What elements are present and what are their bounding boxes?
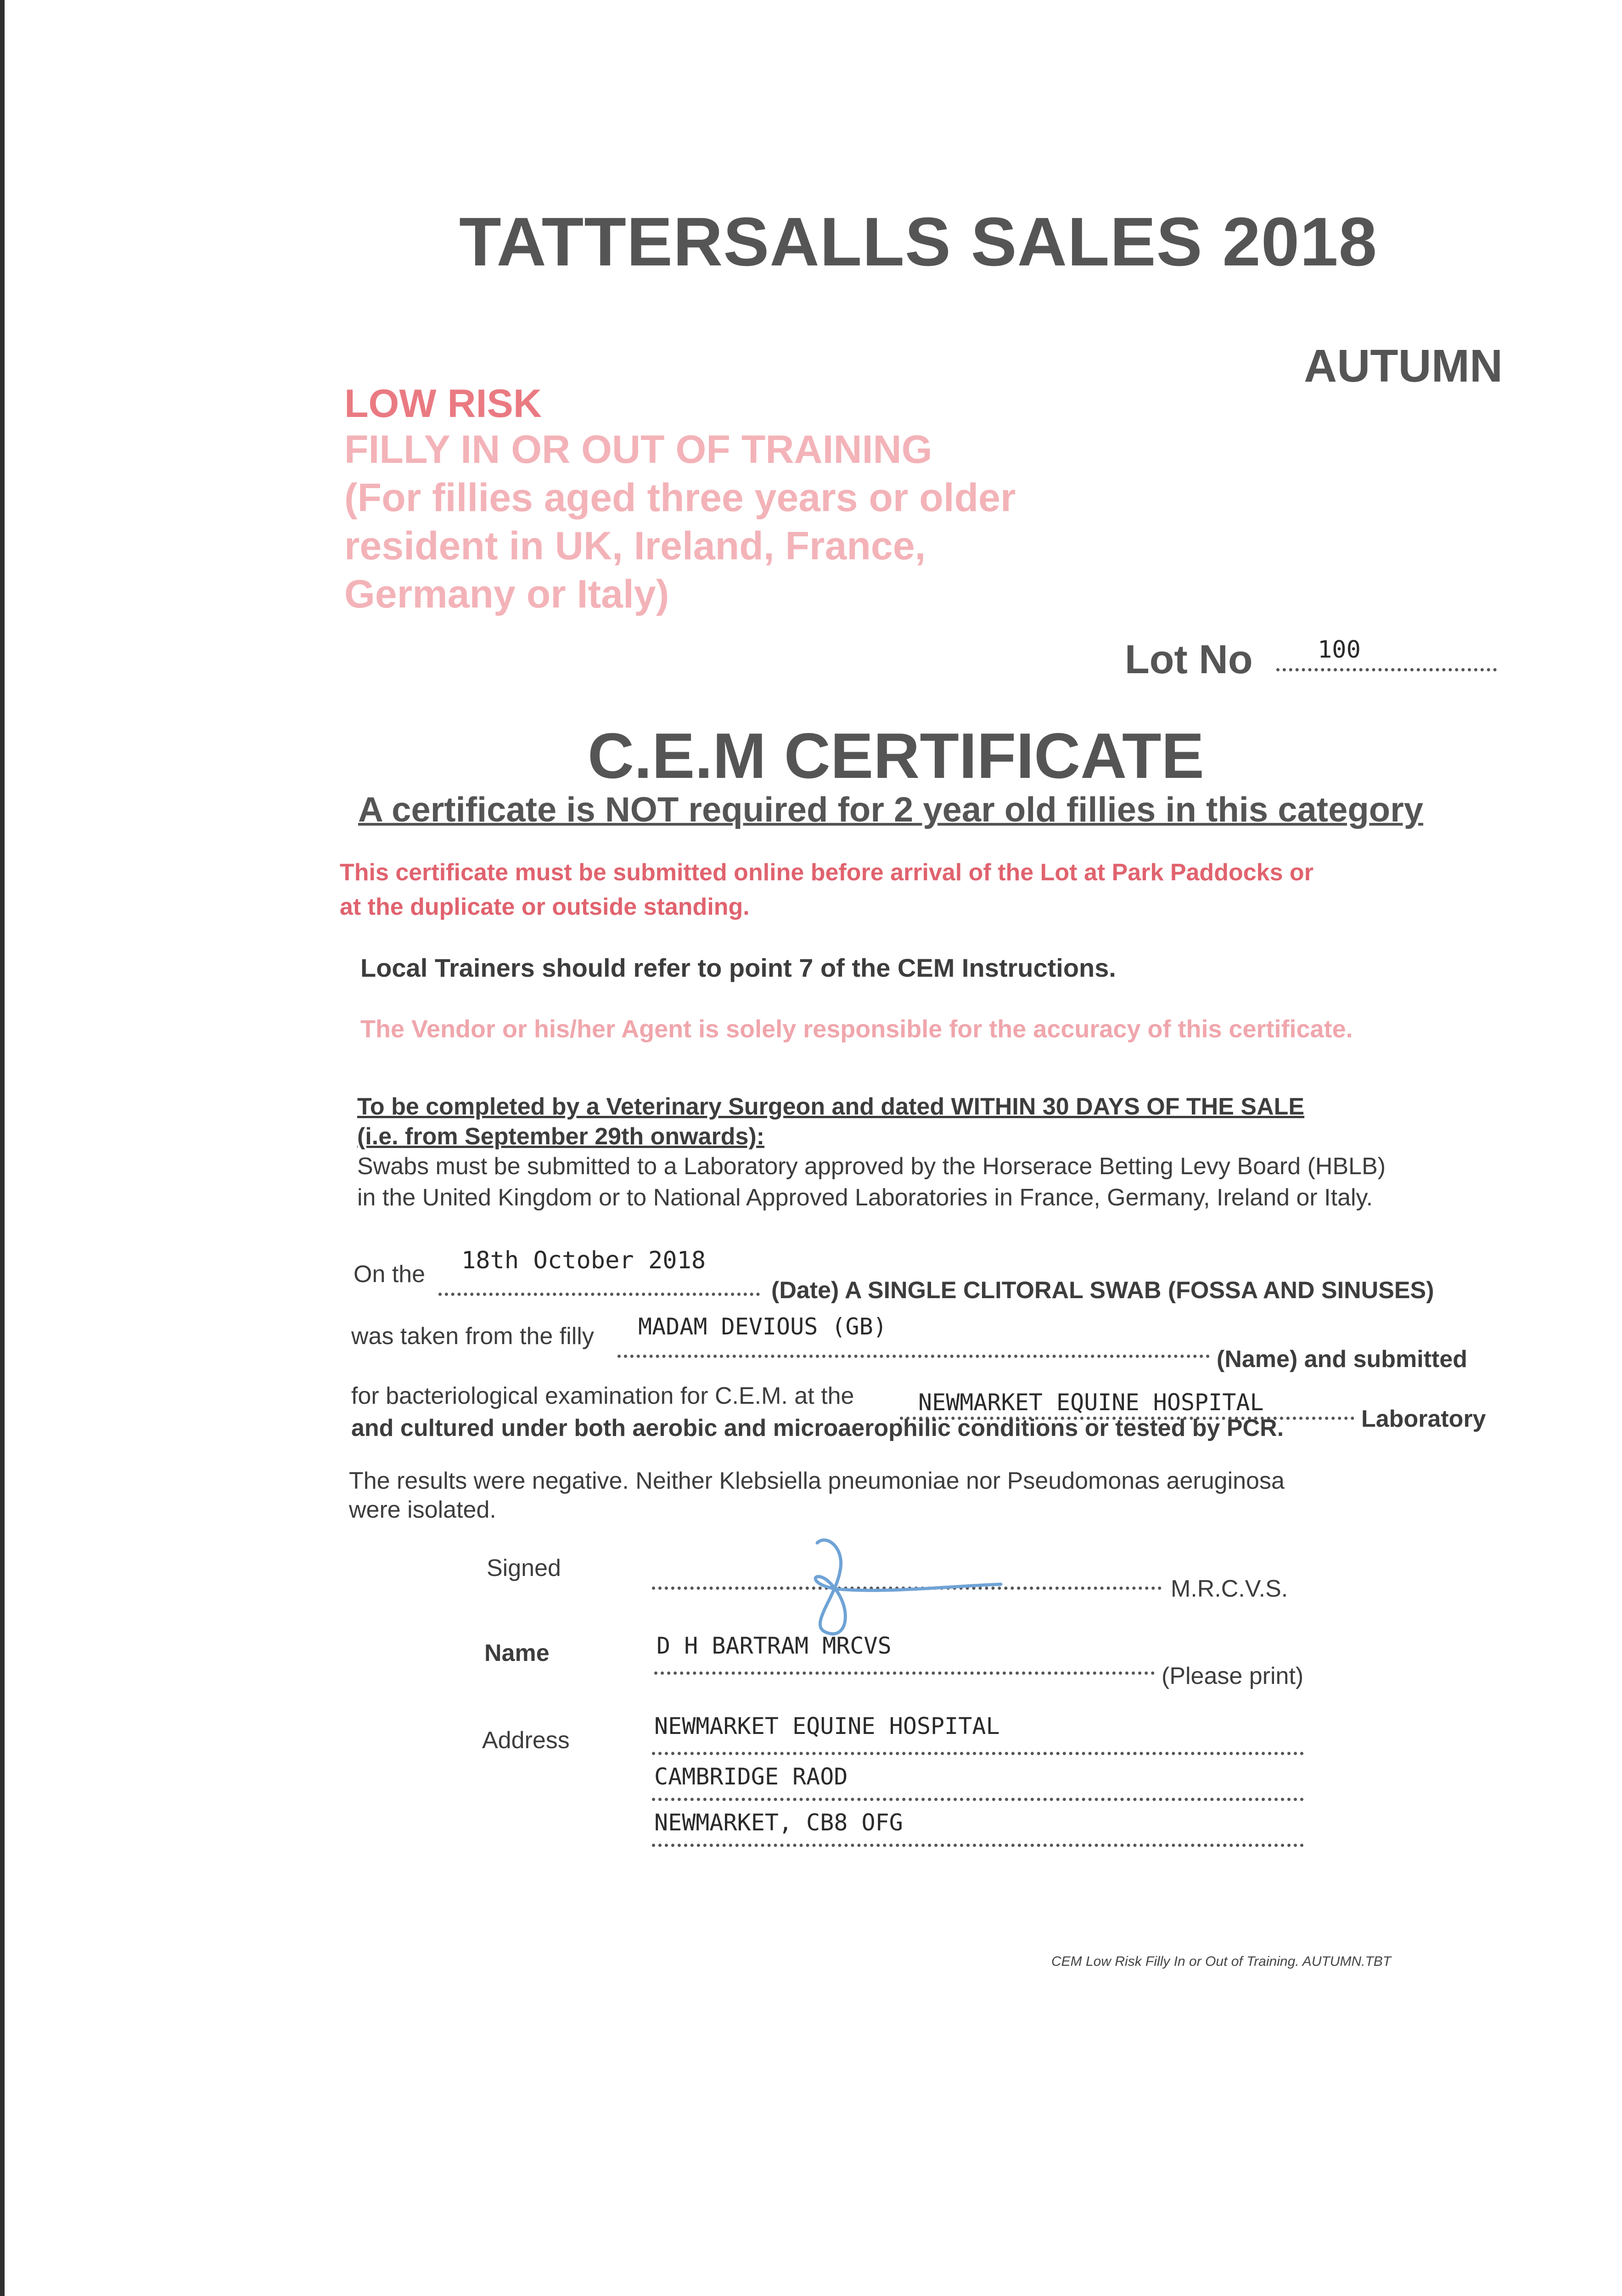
name-suffix: (Name) and submitted [1217, 1346, 1468, 1373]
address-line3-field[interactable]: NEWMARKET, CB8 OFG [654, 1809, 903, 1836]
address-line1-field[interactable]: NEWMARKET EQUINE HOSPITAL [654, 1713, 1000, 1739]
please-print-label: (Please print) [1162, 1663, 1304, 1689]
category-note-line2: resident in UK, Ireland, France, [344, 524, 926, 568]
mrcvs-label: M.R.C.V.S. [1171, 1576, 1288, 1602]
name-dotted-line [654, 1671, 1155, 1675]
certificate-title: C.E.M CERTIFICATE [588, 720, 1204, 792]
signature-icon[interactable] [799, 1534, 1028, 1639]
filly-name-field[interactable]: MADAM DEVIOUS (GB) [638, 1313, 887, 1340]
filly-dotted-line [617, 1355, 1210, 1358]
category-note-line3: Germany or Italy) [344, 572, 669, 616]
local-trainers-note: Local Trainers should refer to point 7 of the CEM Instructions. [360, 953, 1116, 982]
swabs-note-line1: Swabs must be submitted to a Laboratory approved by the Horserace Betting Levy Board (HBLB) [357, 1153, 1386, 1180]
swabs-note-line2: in the United Kingdom or to National Approved Laboratories in France, Germany, Ireland or Italy. [357, 1184, 1373, 1211]
name-label: Name [484, 1640, 550, 1666]
not-required-notice: A certificate is NOT required for 2 year old fillies in this category [358, 790, 1424, 829]
vet-heading-line2: (i.e. from September 29th onwards): [357, 1123, 765, 1150]
risk-category: LOW RISK [344, 382, 542, 426]
filly-category: FILLY IN OR OUT OF TRAINING [344, 428, 932, 472]
lot-number[interactable]: 100 [1318, 636, 1361, 664]
scan-edge [0, 0, 5, 2296]
swab-date-field[interactable]: 18th October 2018 [461, 1247, 706, 1274]
sales-title: TATTERSALLS SALES 2018 [459, 203, 1378, 280]
season-label: AUTUMN [1304, 340, 1503, 392]
filly-label: was taken from the filly [351, 1323, 594, 1350]
submit-notice-line2: at the duplicate or outside standing. [340, 894, 750, 920]
laboratory-suffix: Laboratory [1361, 1406, 1486, 1432]
address-dotted-line3 [652, 1844, 1304, 1847]
address-line2-field[interactable]: CAMBRIDGE RAOD [654, 1763, 848, 1790]
vendor-responsibility-note: The Vendor or his/her Agent is solely responsible for the accuracy of this certificate. [360, 1015, 1353, 1043]
bacteriological-line1: for bacteriological examination for C.E.M. at the [351, 1383, 854, 1409]
category-note-line1: (For fillies aged three years or older [344, 476, 1016, 520]
lot-label: Lot No [1125, 636, 1253, 682]
address-dotted-line2 [652, 1798, 1304, 1801]
vet-name-field[interactable]: D H BARTRAM MRCVS [657, 1632, 892, 1659]
date-suffix: (Date) A SINGLE CLITORAL SWAB (FOSSA AND SINUSES) [771, 1277, 1434, 1304]
signed-label: Signed [487, 1555, 561, 1581]
date-dotted-line [438, 1293, 760, 1296]
results-line2: were isolated. [349, 1497, 496, 1523]
results-line1: The results were negative. Neither Klebsiella pneumoniae nor Pseudomonas aeruginosa [349, 1468, 1285, 1494]
submit-notice-line1: This certificate must be submitted online before arrival of the Lot at Park Paddocks or [340, 859, 1313, 886]
footer-reference: CEM Low Risk Filly In or Out of Training. AUTUMN.TBT [1051, 1954, 1392, 1969]
address-label: Address [482, 1727, 570, 1754]
laboratory-field[interactable]: NEWMARKET EQUINE HOSPITAL [918, 1389, 1264, 1416]
bacteriological-line2: and cultured under both aerobic and microaerophilic conditions or tested by PCR. [351, 1415, 1284, 1441]
lot-dotted-line [1276, 668, 1497, 671]
address-dotted-line1 [652, 1752, 1304, 1755]
date-label: On the [354, 1261, 426, 1288]
vet-heading-line1: To be completed by a Veterinary Surgeon and dated WITHIN 30 DAYS OF THE SALE [357, 1093, 1305, 1120]
